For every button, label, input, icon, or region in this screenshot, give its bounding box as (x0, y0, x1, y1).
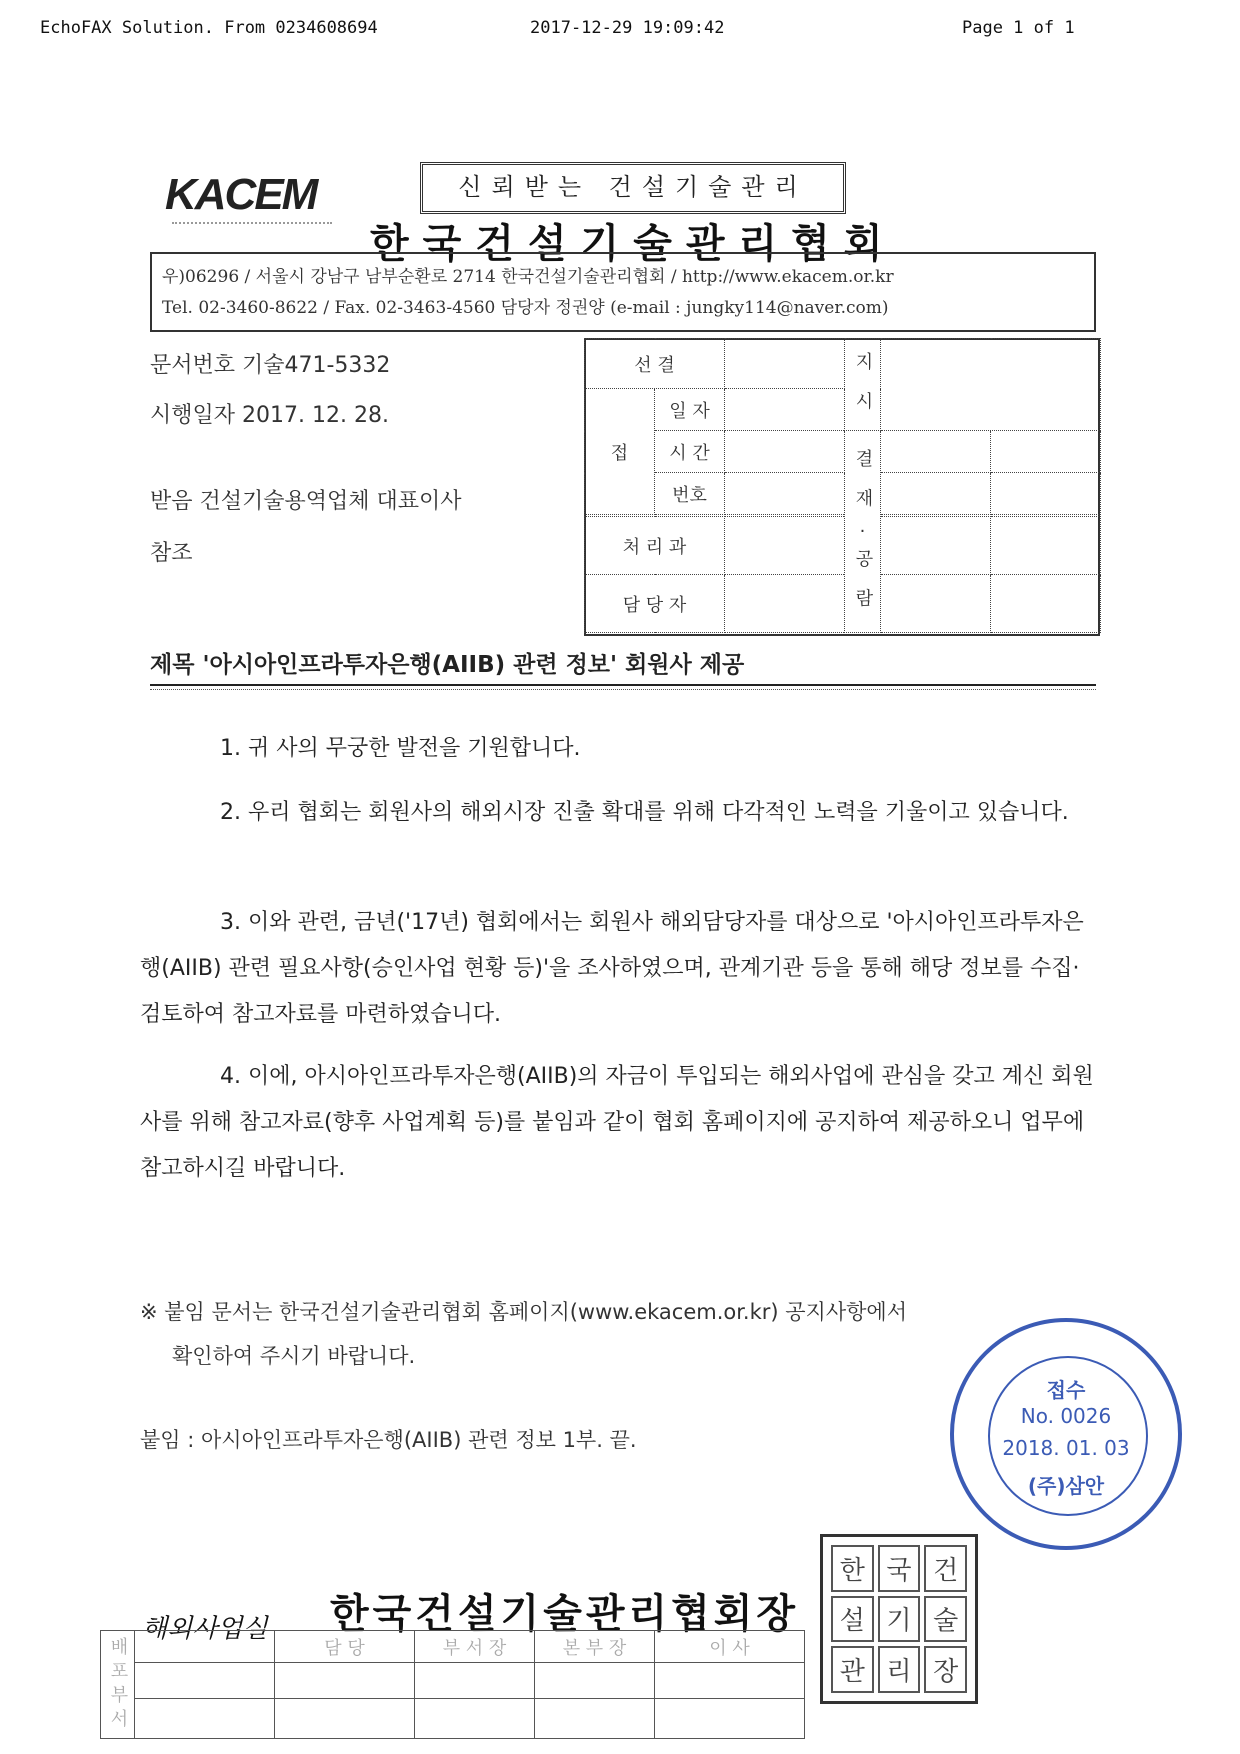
gyeoljae-bullet: · (859, 520, 866, 542)
address-line-2: Tel. 02-3460-8622 / Fax. 02-3463-4560 담당자 정권양 (e-mail : jungky114@naver.com) (162, 298, 889, 318)
jeop-label: 접 (585, 389, 655, 515)
kacem-logo: KACEM (165, 170, 317, 219)
note-line-2: 확인하여 주시기 바랍니다. (172, 1344, 416, 1368)
doc-number: 문서번호 기술471-5332 (150, 353, 391, 378)
approval-table (584, 338, 1101, 633)
body-paragraph-4: 4. 이에, 아시아인프라투자은행(AIIB)의 자금이 투입되는 해외사업에 관심을 갖고 계신 회원사를 위해 참고자료(향후 사업계획 등)를 붙임과 같이 협회 홈페이지에 공지하여 제공하오니 업무에 참고하시길 바랍니다. (140, 1064, 1094, 1181)
handwritten-dept: 해외사업실 (142, 1614, 268, 1644)
dist-col-isa: 이 사 (655, 1631, 805, 1663)
seal-char: 리 (878, 1646, 921, 1693)
subject: 제목 '아시아인프라투자은행(AIIB) 관련 정보' 회원사 제공 (150, 652, 745, 678)
subject-rule-dotted (150, 689, 1096, 690)
note-line-1: ※ 붙임 문서는 한국건설기술관리협회 홈페이지(www.ekacem.or.kr) 공지사항에서 (140, 1300, 907, 1324)
distribution-side-label: 배포부서 (101, 1631, 135, 1739)
body-paragraph-1: 1. 귀 사의 무궁한 발전을 기원합니다. (220, 736, 581, 761)
address-line-1: 우)06296 / 서울시 강남구 남부순환로 2714 한국건설기술관리협회 / http://www.ekacem.or.kr (162, 267, 894, 287)
fax-page: Page 1 of 1 (962, 18, 1075, 38)
stamp-title: 접수 (1046, 1378, 1086, 1402)
gyeoljae-column (845, 431, 881, 633)
seal-char: 관 (831, 1646, 874, 1693)
seal-char: 건 (924, 1545, 967, 1592)
seal-char: 설 (831, 1596, 874, 1643)
stamp-number: No. 0026 (1020, 1404, 1112, 1428)
dist-col-bonbujang: 본 부 장 (535, 1631, 655, 1663)
dist-col-bujang: 부 서 장 (415, 1631, 535, 1663)
seal-char: 기 (878, 1596, 921, 1643)
body-paragraph-2: 2. 우리 협회는 회원사의 해외시장 진출 확대를 위해 다각적인 노력을 기울이고 있습니다. (220, 800, 1069, 825)
seal-char: 국 (878, 1545, 921, 1592)
jisi-label: 지 시 (845, 339, 881, 431)
recipient: 받음 건설기술용역업체 대표이사 (150, 489, 462, 514)
seongyeol-label: 선 결 (585, 339, 725, 389)
gongram-label: 공 람 (852, 548, 874, 615)
damdangja-label: 담 당 자 (585, 575, 725, 633)
cheorigwa-label: 처 리 과 (585, 517, 725, 575)
gyeoljae-label: 결 재 (852, 448, 874, 515)
signature: 한국건설기술관리협회장 (330, 1591, 800, 1637)
subject-rule (150, 684, 1096, 686)
org-name: 한국건설기술관리협회 (370, 221, 897, 267)
reference: 참조 (150, 541, 193, 566)
official-seal (820, 1534, 978, 1704)
beonho-label: 번호 (655, 473, 725, 515)
stamp-date: 2018. 01. 03 (1002, 1436, 1130, 1460)
seal-char: 한 (831, 1545, 874, 1592)
logo-underline (172, 222, 332, 238)
dist-col-damdang: 담 당 (275, 1631, 415, 1663)
issue-date: 시행일자 2017. 12. 28. (150, 403, 389, 428)
seal-char: 술 (924, 1596, 967, 1643)
fax-sender: EchoFAX Solution. From 0234608694 (40, 18, 378, 38)
seal-char: 장 (924, 1646, 967, 1693)
body-paragraph-3: 3. 이와 관련, 금년('17년) 협회에서는 회원사 해외담당자를 대상으로 '아시아인프라투자은행(AIIB) 관련 필요사항(승인사업 현황 등)'을 조사하였으며, 관계기관 등을 통해 해당 정보를 수집·검토하여 참고자료를 마련하였습니다. (140, 910, 1084, 1027)
fax-timestamp: 2017-12-29 19:09:42 (530, 18, 725, 38)
distribution-table (100, 1630, 805, 1739)
attachment-line: 붙임 : 아시아인프라투자은행(AIIB) 관련 정보 1부. 끝. (140, 1428, 637, 1452)
receipt-stamp (950, 1318, 1182, 1550)
motto-box: 신뢰받는 건설기술관리 (420, 162, 846, 214)
stamp-company: (주)삼안 (1027, 1474, 1105, 1498)
sigan-label: 시 간 (655, 431, 725, 473)
ilja-label: 일 자 (655, 389, 725, 431)
